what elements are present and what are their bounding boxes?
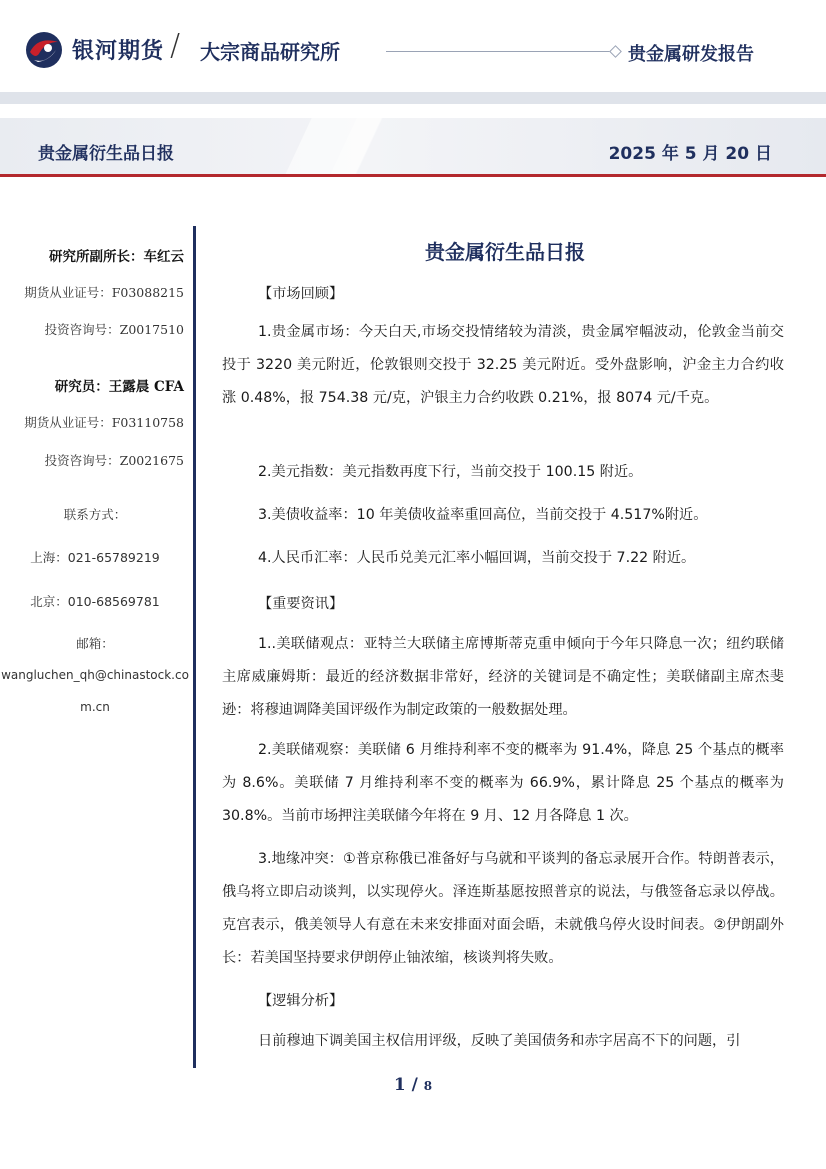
sidebar-divider xyxy=(193,226,196,1068)
header-rule xyxy=(386,51,612,52)
page-current: 1 xyxy=(393,1075,406,1095)
deputy-futures-cert: 期货从业证号：F03088215 xyxy=(24,285,184,300)
news-paragraph-1: 1..美联储观点：亚特兰大联储主席博斯蒂克重申倾向于今年只降息一次；纽约联储主席威廉姆斯：最近的经济数据非常好，经济的关键词是不确定性；美联储副主席杰斐逊：将穆迪调降美国评级作为制定政策的一般数据处理。 xyxy=(222,636,784,718)
deputy-consult-no: 投资咨询号：Z0017510 xyxy=(44,322,184,337)
market-paragraph-2: 2.美元指数：美元指数再度下行，当前交投于 100.15 附近。 xyxy=(258,464,643,480)
market-paragraph-4: 4.人民币汇率：人民币兑美元汇率小幅回调，当前交投于 7.22 附近。 xyxy=(258,550,696,566)
section-heading-news: 【重要资讯】 xyxy=(258,596,344,612)
researcher-consult-no: 投资咨询号：Z0021675 xyxy=(44,453,184,468)
document-title: 贵金属衍生品日报 xyxy=(425,240,585,264)
market-paragraph-1: 1.贵金属市场：今天白天,市场交投情绪较为清淡，贵金属窄幅波动，伦敦金当前交投于 3220 美元附近，伦敦银则交投于 32.25 美元附近。受外盘影响，沪金主力合约收涨 0.48%，报 754.38 元/克，沪银主力合约收跌 0.21%，报 8074 元/千克。 xyxy=(222,324,784,406)
report-title: 贵金属衍生品日报 xyxy=(38,144,174,164)
section-heading-market: 【市场回顾】 xyxy=(258,286,344,302)
market-paragraph-3: 3.美债收益率：10 年美债收益率重回高位，当前交投于 4.517%附近。 xyxy=(258,507,708,523)
institute-name: 大宗商品研究所 xyxy=(200,40,340,64)
email-label: 邮箱： xyxy=(76,636,114,651)
section-heading-logic: 【逻辑分析】 xyxy=(258,993,344,1009)
brand-name: 银河期货 xyxy=(72,39,165,64)
email-address-continued[interactable]: m.cn xyxy=(80,700,110,714)
title-bar-underline xyxy=(0,174,826,177)
page-number xyxy=(0,1075,826,1095)
header-band xyxy=(0,92,826,104)
contact-label: 联系方式： xyxy=(63,507,127,522)
galaxy-futures-logo-icon xyxy=(24,30,64,70)
deputy-director: 研究所副所长：车红云 xyxy=(49,249,184,265)
report-date: 2025 年 5 月 20 日 xyxy=(608,144,772,164)
news-paragraph-2: 2.美联储观察：美联储 6 月维持利率不变的概率为 91.4%，降息 25 个基点的概率为 8.6%。美联储 7 月维持利率不变的概率为 66.9%，累计降息 25 个基点的概率为 30.8%。当前市场押注美联储今年将在 9 月、12 月各降息 1 次。 xyxy=(222,742,784,824)
beijing-phone: 北京：010-68569781 xyxy=(30,594,160,609)
diamond-icon xyxy=(609,45,622,58)
page-total: 8 xyxy=(423,1079,433,1093)
news-paragraph-3: 3.地缘冲突：①普京称俄已准备好与乌就和平谈判的备忘录展开合作。特朗普表示，俄乌将立即启动谈判，以实现停火。泽连斯基愿按照普京的说法，与俄签备忘录以停战。克宫表示，俄美领导人有意在未来安排面对面会晤，未就俄乌停火设时间表。②伊朗副外长：若美国坚持要求伊朗停止铀浓缩，核谈判将失败。 xyxy=(222,851,784,966)
email-address[interactable]: wangluchen_qh@chinastock.co xyxy=(1,668,189,682)
report-header xyxy=(0,0,826,100)
logic-paragraph-1: 日前穆迪下调美国主权信用评级，反映了美国债务和赤字居高不下的问题，引 xyxy=(258,1033,741,1049)
report-type: 贵金属研发报告 xyxy=(628,44,754,65)
header-separator: / xyxy=(170,28,181,63)
researcher: 研究员：王露晨 CFA xyxy=(54,379,184,395)
page-separator: / xyxy=(405,1075,424,1095)
shanghai-phone: 上海：021-65789219 xyxy=(30,550,160,565)
researcher-futures-cert: 期货从业证号：F03110758 xyxy=(24,415,184,430)
